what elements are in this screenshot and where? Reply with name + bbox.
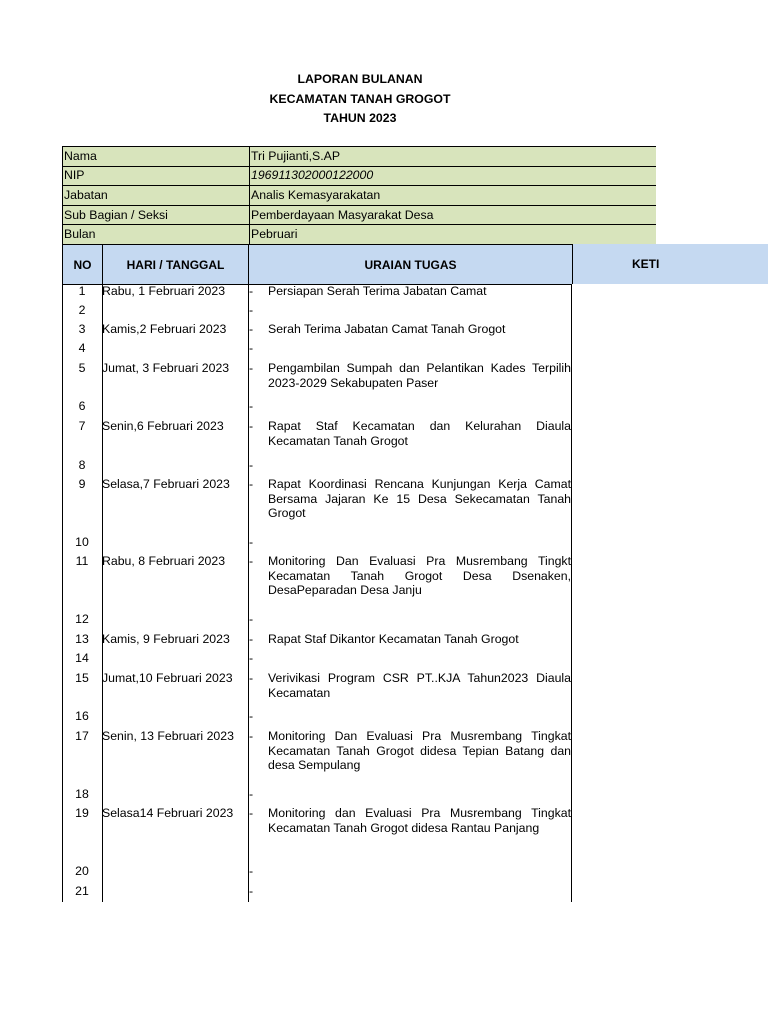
row-task-description: Monitoring dan Evaluasi Pra Musrembang Tingkat Kecamatan Tanah Grogot didesa Rantau Panjang [268,806,571,835]
info-row-name [63,147,657,167]
row-number: 15 [75,671,89,685]
info-label: Bulan [63,225,250,245]
row-number: 7 [78,419,86,433]
row-dash: - [249,284,254,298]
row-number: 4 [78,341,86,355]
row-number: 2 [78,303,86,317]
info-value: Pebruari [250,225,657,245]
row-dash: - [249,884,254,898]
row-number: 17 [75,729,89,743]
row-dash: - [249,361,254,375]
row-number: 14 [75,651,89,665]
info-row-position [63,186,657,206]
row-task-description: Rapat Staf Kecamatan dan Kelurahan Diaula Kecamatan Tanah Grogot [268,419,571,448]
row-number: 1 [78,284,86,298]
info-value: Pemberdayaan Masyarakat Desa [250,205,657,225]
row-dash: - [249,671,254,685]
column-header-no: NO [62,244,102,284]
row-dash: - [249,399,254,413]
info-label: Sub Bagian / Seksi [63,205,250,225]
row-number: 5 [78,361,86,375]
row-number: 18 [75,787,89,801]
row-task-description: Persiapan Serah Terima Jabatan Camat [268,284,487,298]
report-subtitle-district: KECAMATAN TANAH GROGOT [269,92,451,106]
row-task-description: Rapat Koordinasi Rencana Kunjungan Kerja Camat Bersama Jajaran Ke 15 Desa Sekecamatan Tanah Grogot [268,477,571,521]
row-task-description: Monitoring Dan Evaluasi Pra Musrembang Tingkat Kecamatan Tanah Grogot didesa Tepian Batang dan desa Sempulang [268,729,571,773]
row-number: 11 [75,554,89,568]
row-dash: - [249,709,254,723]
info-value: 196911302000122000 [250,166,657,186]
row-date: Selasa14 Februari 2023 [102,806,234,820]
info-row-nip [63,166,657,186]
column-header-day: HARI / TANGGAL [102,244,248,284]
row-date: Senin, 13 Februari 2023 [102,729,234,743]
row-dash: - [249,806,254,820]
info-value: Analis Kemasyarakatan [250,186,657,206]
row-date: Rabu, 8 Februari 2023 [102,554,226,568]
row-task-description: Rapat Staf Dikantor Kecamatan Tanah Grogot [268,632,519,646]
report-title: LAPORAN BULANAN [297,72,423,86]
row-date: Selasa,7 Februari 2023 [102,477,230,491]
row-date: Senin,6 Februari 2023 [102,419,224,433]
row-dash: - [249,651,254,665]
column-divider [571,284,572,902]
info-row-month [63,225,657,245]
row-dash: - [249,787,254,801]
row-number: 10 [75,535,89,549]
employee-info-table [62,146,656,245]
row-task-description: Pengambilan Sumpah dan Pelantikan Kades Terpilih 2023-2029 Sekabupaten Paser [268,361,571,390]
row-number: 6 [78,399,86,413]
info-label: Jabatan [63,186,250,206]
row-dash: - [249,341,254,355]
row-date: Jumat, 3 Februari 2023 [102,361,230,375]
row-task-description: Serah Terima Jabatan Camat Tanah Grogot [268,322,506,336]
row-number: 3 [78,322,86,336]
row-number: 9 [78,477,86,491]
row-dash: - [249,477,254,491]
row-dash: - [249,612,254,626]
row-date: Kamis,2 Februari 2023 [102,322,227,336]
info-label: Nama [63,147,250,167]
row-date: Kamis, 9 Februari 2023 [102,632,230,646]
column-header-notes: KETI [572,244,768,284]
info-label: NIP [63,166,250,186]
row-dash: - [249,632,254,646]
row-dash: - [249,458,254,472]
row-number: 12 [75,612,89,626]
row-number: 8 [78,458,86,472]
row-dash: - [249,303,254,317]
row-dash: - [249,864,254,878]
info-value: Tri Pujianti,S.AP [250,147,657,167]
row-task-description: Verivikasi Program CSR PT..KJA Tahun2023 Diaula Kecamatan [268,671,571,700]
row-dash: - [249,554,254,568]
row-date: Jumat,10 Februari 2023 [102,671,233,685]
row-number: 16 [75,709,89,723]
row-number: 19 [75,806,89,820]
row-dash: - [249,729,254,743]
row-date: Rabu, 1 Februari 2023 [102,284,226,298]
report-subtitle-year: TAHUN 2023 [323,111,397,125]
info-row-section [63,205,657,225]
row-number: 20 [75,864,89,878]
row-task-description: Monitoring Dan Evaluasi Pra Musrembang Tingkt Kecamatan Tanah Grogot Desa Dsenaken, DesaPeparadan Desa Janju [268,554,571,598]
row-dash: - [249,322,254,336]
row-dash: - [249,419,254,433]
row-number: 13 [75,632,89,646]
column-header-task: URAIAN TUGAS [248,244,572,284]
row-number: 21 [75,884,89,898]
row-dash: - [249,535,254,549]
